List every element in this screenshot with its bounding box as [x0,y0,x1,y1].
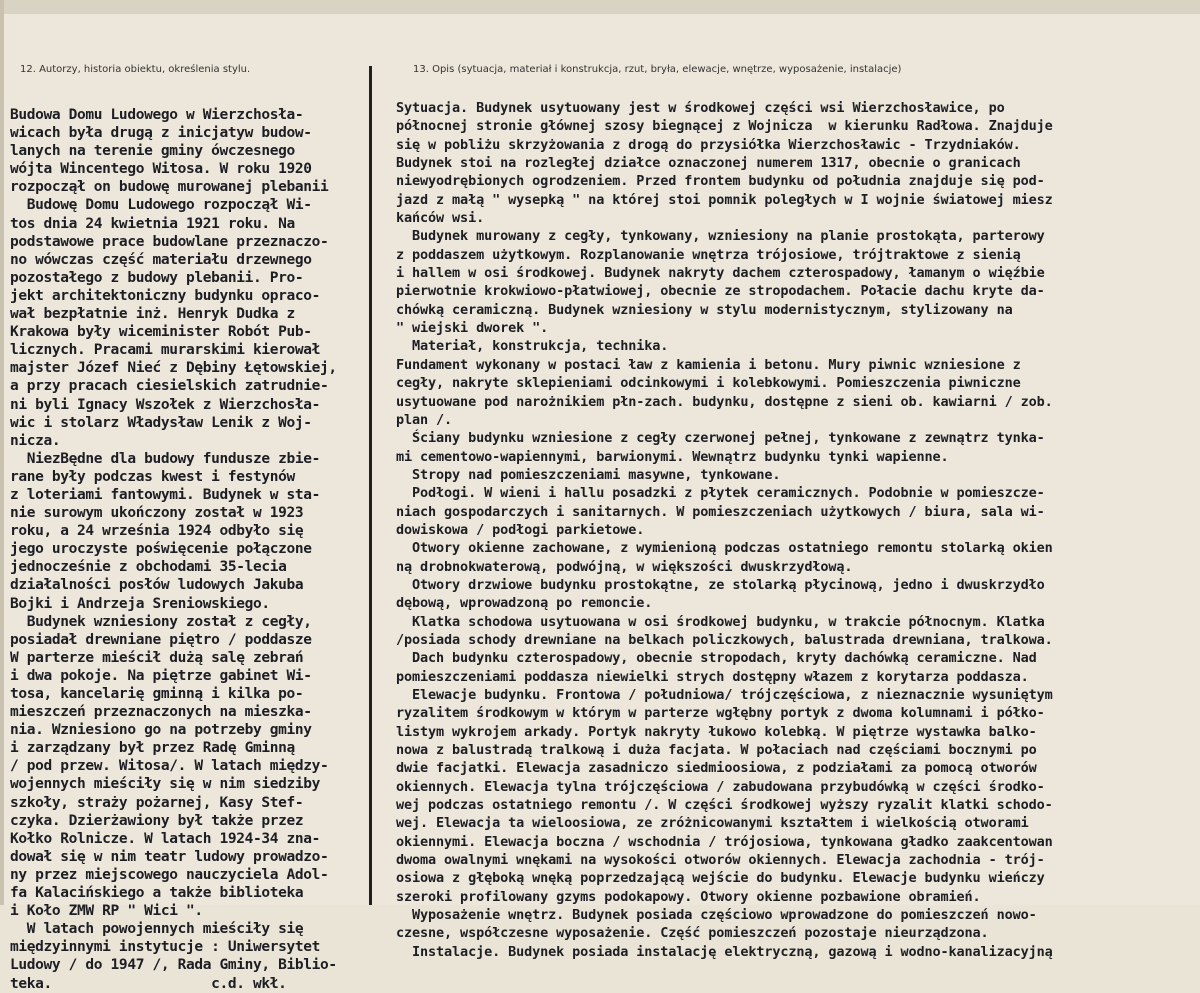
text-line: z poddaszem użytkowym. Rozplanowanie wnętrza trójosiowe, trójtraktowe z sienią [396,246,1021,263]
text-line: chówką ceramiczną. Budynek wzniesiony w stylu modernistycznym, stylizowany na [396,301,1013,318]
text-line: szkoły, straży pożarnej, Kasy Stef- [10,794,304,811]
text-line: nicza. [10,432,61,449]
text-line: okiennymi. Elewacja boczna / wschodnia / trójosiowa, tynkowana gładko zaakcentowan [396,833,1053,850]
text-line: osiowa z głęboką wnęką poprzedzającą wejście do budynku. Elewacje budynku wieńczy [396,870,1045,887]
text-line: fa Kalacińskiego a także biblioteka [10,885,304,902]
text-line: listym wykrojem arkady. Portyk nakryty łukowo kolebką. W piętrze wystawka balko- [396,723,1037,740]
description-text-column [396,99,1200,961]
text-line: plan /. [396,411,453,428]
text-line: usytuowane pod narożnikiem płn-zach. budynku, dostępne z sieni ob. kawiarni / zob. [396,393,1053,410]
text-line: szeroki profilowany gzyms podokapowy. Otwory okienne pozbawione obramień. [396,888,981,905]
text-line: Instalacje. Budynek posiada instalację elektryczną, gazową i wodno-kanalizacyjną [396,943,1053,960]
scan-left-edge [0,0,4,905]
text-line: wicach była drugą z inicjatyw budow- [10,125,312,142]
text-line: Budynek murowany z cegły, tynkowany, wzniesiony na planie prostokąta, parterowy [396,228,1045,245]
text-line: wej. Elewacja ta wieloosiowa, ze zróżnicowanymi kształtem i wielkością otworami [396,815,1029,832]
text-line: dował się w nim teatr ludowy prowadzo- [10,848,329,865]
text-line: Otwory okienne zachowane, z wymienioną podczas ostatniego remontu stolarką okien [396,540,1053,557]
text-line: cegły, nakryte sklepieniami odcinkowymi i kolebkowymi. Pomieszczenia piwniczne [396,375,1021,392]
text-line: okiennych. Elewacja tylna trójczęściowa / zabudowana przybudówką w części środko- [396,778,1045,795]
text-line: i hallem w osi środkowej. Budynek nakryty dachem czterospadowy, łamanym o więźbie [396,265,1045,282]
text-line: Otwory drzwiowe budynku prostokątne, ze stolarką płycinową, jedno i dwuskrzydło [396,576,1045,593]
text-line: Budynek wzniesiony został z cegły, [10,613,312,630]
text-line: dębową, wprowadzoną po remoncie. [396,595,653,612]
text-line: nie surowym ukończony został w 1923 [10,505,304,522]
text-line: i Koło ZMW RP " Wici ". [10,903,203,920]
text-line: wojennych mieściły się w nim siedziby [10,776,321,793]
text-line: licznych. Pracami murarskimi kierował [10,342,321,359]
text-line: jekt architektoniczny budynku opraco- [10,287,321,304]
text-line: Ludowy / do 1947 /, Rada Gminy, Biblio- [10,957,337,974]
text-line: jazd z małą " wysepką " na której stoi pomnik poległych w I wojnie światowej miesz [396,191,1053,208]
history-text-column [10,106,386,993]
text-line: pozostałego z budowy plebanii. Pro- [10,269,304,286]
text-line: z loteriami fantowymi. Budynek w sta- [10,486,321,503]
text-line: wójta Wincentego Witosa. W roku 1920 [10,161,312,178]
text-line: północnej stronie głównej szosy biegnącej z Wojnicza w kierunku Radłowa. Znajduje [396,118,1053,135]
text-line: a przy pracach ciesielskich zatrudnie- [10,378,329,395]
text-line: / pod przew. Witosa/. W latach między- [10,758,329,775]
text-line: Podłogi. W wieni i hallu posadzki z płytek ceramicznych. Podobnie w pomieszcze- [396,485,1045,502]
text-line: Fundament wykonany w postaci ław z kamienia i betonu. Mury piwnic wzniesione z [396,356,1021,373]
text-line: /posiada schody drewniane na belkach policzkowych, balustrada drewniana, tralkowa. [396,631,1053,648]
text-line: jednocześnie z obchodami 35-lecia [10,559,287,576]
text-line: kańców wsi. [396,210,485,227]
text-line: Elewacje budynku. Frontowa / południowa/ trójczęściowa, z nieznacznie wysuniętym [396,687,1053,703]
text-line: Klatka schodowa usytuowana w osi środkowej budynku, w trakcie północnym. Klatka [396,613,1045,630]
text-line: Krakowa były wiceminister Robót Pub- [10,324,312,341]
text-line: międzyinnymi instytucje : Uniwersytet [10,939,321,956]
text-line: się w pobliżu skrzyżowania z drogą do przysiółka Wierzchosławic - Trzydniaków. [396,136,1021,153]
text-line: ryzalitem środkowym w którym w parterze wgłębny portyk z dwoma kolumnami i półko- [396,705,1045,722]
text-line: Budynek stoi na rozległej działce oznaczonej numerem 1317, obecnie o granicach [396,155,1021,172]
text-line: pomieszczeniami poddasza niewielki strych dostępny włazem z korytarza poddasza. [396,668,1029,685]
section-12-heading: 12. Autorzy, historia obiektu, określenia stylu. [20,64,251,75]
text-line: roku, a 24 września 1924 odbyło się [10,523,304,540]
text-line: wic i stolarz Władysław Lenik z Woj- [10,414,312,431]
text-line: no wówczas część materiału drzewnego [10,251,312,268]
text-line: posiadał drewniane piętro / poddasze [10,631,312,648]
text-line: Dach budynku czterospadowy, obecnie stropodach, kryty dachówką ceramiczne. Nad [396,650,1037,667]
text-line: ni byli Ignacy Wszołek z Wierzchosła- [10,396,321,413]
text-line: lanych na terenie gminy ówczesnego [10,143,295,160]
text-line: dwie facjatki. Elewacja zasadniczo siedmioosiowa, z podziałami za pomocą otworów [396,760,1037,777]
text-line: Sytuacja. Budynek usytuowany jest w środkowej części wsi Wierzchosławice, po [396,100,1005,116]
text-line: niewyodrębionych ogrodzeniem. Przed frontem budynku od południa znajduje się pod- [396,173,1045,190]
text-line: i zarządzany był przez Radę Gminną [10,740,295,757]
text-line: nowa z balustradą tralkową i duża facjata. W połaciach nad częściami bocznymi po [396,742,1037,759]
text-line: jego uroczyste poświęcenie połączone [10,541,312,558]
text-line: czesne, współczesne wyposażenie. Część pomieszczeń pozostaje nieurządzona. [396,925,989,942]
text-line: mi cementowo-wapiennymi, barwionymi. Wewnątrz budynku tynki wapienne. [396,448,949,465]
text-line: W parterze mieścił dużą salę zebrań [10,649,304,666]
text-line: mieszczeń przeznaczonych na mieszka- [10,704,312,721]
text-line: Bojki i Andrzeja Sreniowskiego. [10,595,270,612]
text-line: Budowę Domu Ludowego rozpoczął Wi- [10,197,312,214]
text-line: NiezBędne dla budowy fundusze zbie- [10,450,321,467]
text-line: Budowa Domu Ludowego w Wierzchosła- [10,107,304,123]
text-line: rane były podczas kwest i festynów [10,468,295,485]
text-line: wej podczas ostatniego remontu /. W części środkowej wyższy ryzalit klatki schodo- [396,797,1053,814]
text-line: teka. c.d. wkł. [10,975,287,992]
text-line: dwoma owalnymi wnękami na wysokości otworów okiennych. Elewacja zachodnia - trój- [396,852,1045,869]
text-line: Stropy nad pomieszczeniami masywne, tynkowane. [396,466,781,483]
text-line: pierwotnie krokwiowo-płatwiowej, obecnie ze stropodachem. Połacie dachu kryte da- [396,283,1045,300]
text-line: tos dnia 24 kwietnia 1921 roku. Na [10,215,295,232]
text-line: czyka. Dzierżawiony był także przez [10,812,304,829]
text-line: W latach powojennych mieściły się [10,921,304,938]
text-line: majster Józef Nieć z Dębiny Łętowskiej, [10,360,337,377]
text-line: podstawowe prace budowlane przeznaczo- [10,233,329,250]
section-13-heading: 13. Opis (sytuacja, materiał i konstrukcja, rzut, bryła, elewacje, wnętrze, wyposażenie, instalacje) [413,64,902,75]
text-line: dowiskowa / podłogi parkietowe. [396,521,645,538]
text-line: ny przez miejscowego nauczyciela Adol- [10,866,329,883]
text-line: Wyposażenie wnętrz. Budynek posiada częściowo wprowadzone do pomieszczeń nowo- [396,907,1037,924]
text-line: tosa, kancelarię gminną i kilka po- [10,686,304,702]
text-line: Ściany budynku wzniesione z cegły czerwonej pełnej, tynkowane z zewnątrz tynka- [396,430,1045,447]
text-line: Materiał, konstrukcja, technika. [396,338,669,355]
text-line: Kołko Rolnicze. W latach 1924-34 zna- [10,830,321,847]
text-line: niach gospodarczych i sanitarnych. W pomieszczeniach użytkowych / biura, sala wi- [396,503,1045,520]
text-line: działalności posłów ludowych Jakuba [10,577,304,594]
text-line: rozpoczął on budowę murowanej plebanii [10,179,329,196]
text-line: ną drobnokwaterową, podwójną, w większości dwuskrzydłową. [396,558,853,575]
text-line: i dwa pokoje. Na piętrze gabinet Wi- [10,667,312,684]
text-line: " wiejski dworek ". [396,320,549,337]
text-line: wał bezpłatnie inż. Henryk Dudka z [10,306,295,323]
scan-top-edge [0,0,1200,14]
text-line: nia. Wzniesiono go na potrzeby gminy [10,722,312,739]
